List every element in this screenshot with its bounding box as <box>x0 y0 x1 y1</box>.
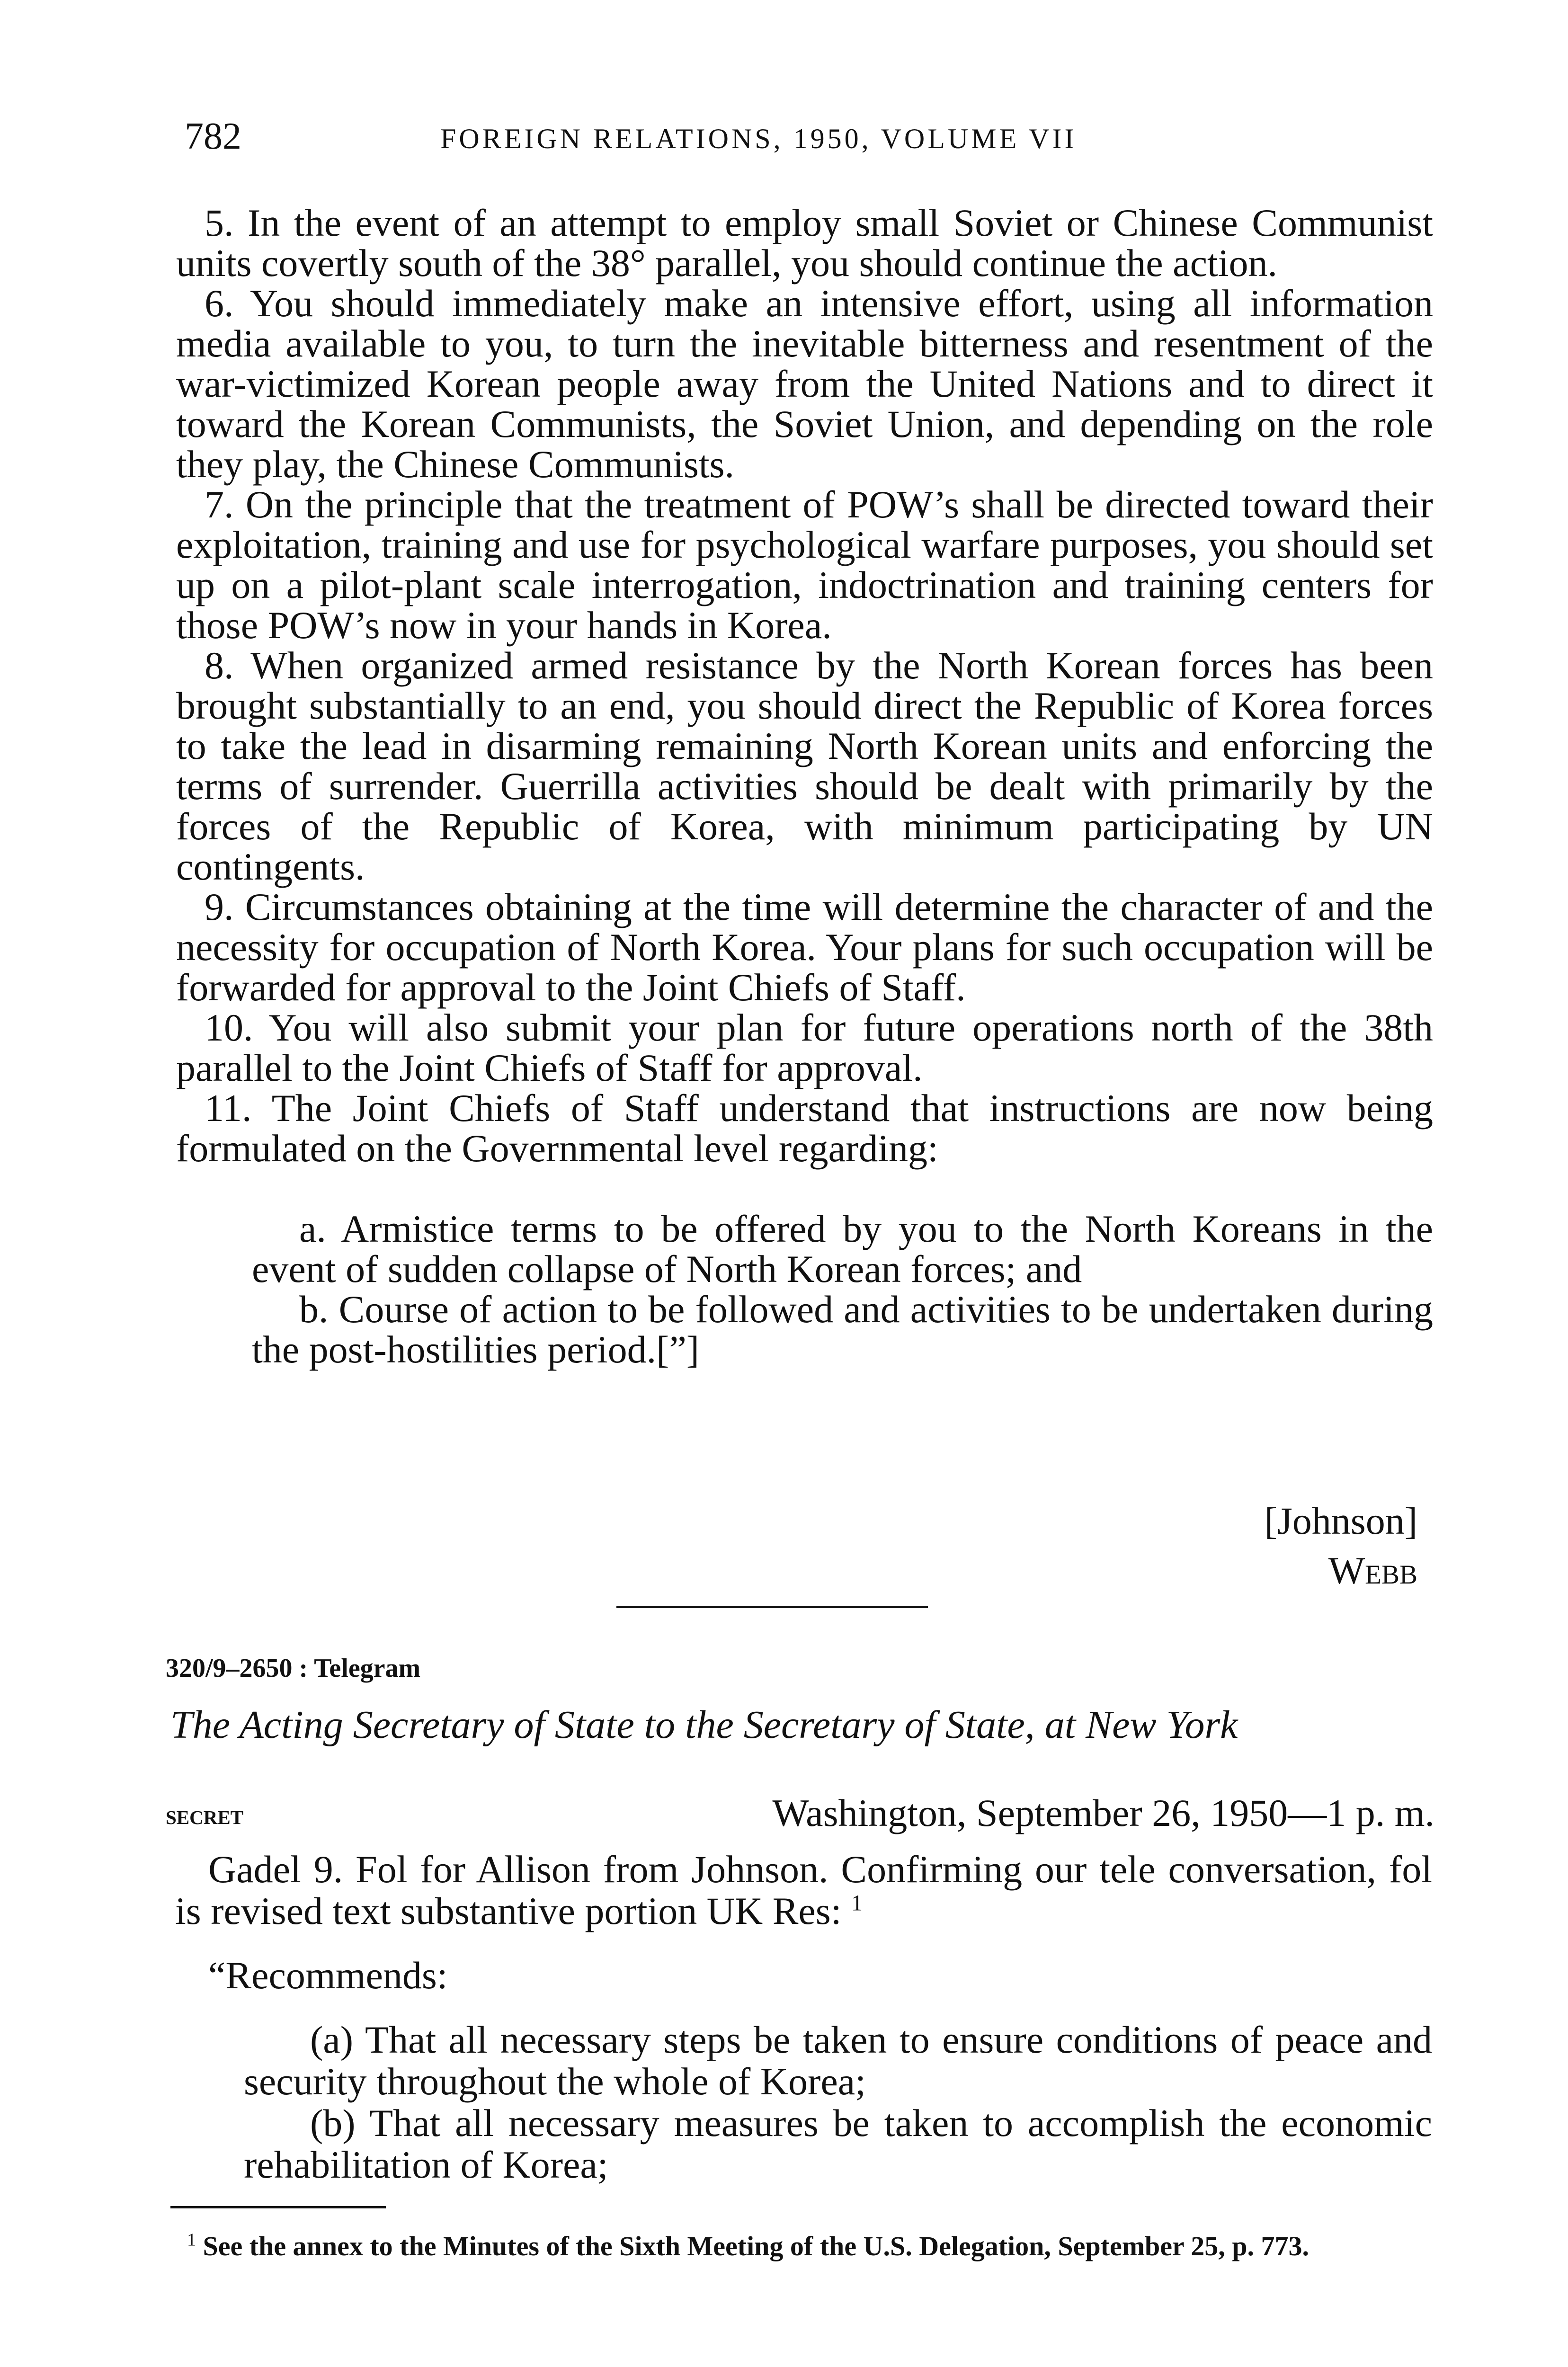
paragraph-9: 9. Circumstances obtaining at the time will determine the character of and the necessity for occupation of North Korea. Your plans for such occupation will be forwarded for approval to the Joint Chiefs of Staff. <box>176 885 1433 1009</box>
file-reference: 320/9–2650 : Telegram <box>166 1654 421 1683</box>
footnote-marker: 1 <box>851 1890 863 1916</box>
paragraph-10: 10. You will also submit your plan for future operations north of the 38th parallel to the Joint Chiefs of Staff for approval. <box>176 1006 1433 1089</box>
paragraph-5: 5. In the event of an attempt to employ small Soviet or Chinese Communist units covertly south of the 38° parallel, you should continue the action. <box>176 201 1433 285</box>
telegram-paragraph-1-text: Gadel 9. Fol for Allison from Johnson. Confirming our tele conversation, fol is revised text substantive portion UK Res: <box>175 1848 1432 1932</box>
footnote-paragraph <box>166 2230 1434 2263</box>
footnote-divider <box>170 2206 386 2208</box>
footnote-number: 1 <box>187 2230 196 2250</box>
signature-name: Webb <box>1328 1549 1417 1592</box>
classification-label: secret <box>166 1799 244 1830</box>
section-divider <box>616 1606 928 1608</box>
paragraph-11: 11. The Joint Chiefs of Staff understand that instructions are now being formulated on the Governmental level regarding: <box>176 1086 1433 1170</box>
telegram-paragraph-1 <box>175 1849 1432 1932</box>
body-text <box>176 203 1433 1370</box>
telegram-body <box>175 1849 1432 2186</box>
paragraph-8: 8. When organized armed resistance by the North Korean forces has been brought substantially to an end, you should direct the Republic of Korea forces to take the lead in disarming remaining North Korean units and enforcing the terms of surrender. Guerrilla activities should be dealt with primarily by the forces of the Republic of Korea, with minimum participating by UN contingents. <box>176 644 1433 888</box>
paragraph-6: 6. You should immediately make an intensive effort, using all information media available to you, to turn the inevitable bitterness and resentment of the war-victimized Korean people away from the United Nations and to direct it toward the Korean Communists, the Soviet Union, and depending on the role they play, the Chinese Communists. <box>176 282 1433 486</box>
page-header <box>185 113 1203 165</box>
subparagraph-a: a. Armistice terms to be offered by you to the North Koreans in the event of sudden collapse of North Korean forces; and <box>252 1207 1433 1290</box>
running-head: FOREIGN RELATIONS, 1950, VOLUME VII <box>440 123 1077 154</box>
recommends-heading: “Recommends: <box>208 1954 448 1997</box>
dateline <box>166 1789 1434 1837</box>
page-number: 782 <box>185 116 241 157</box>
signature-block <box>1265 1496 1417 1595</box>
document-title: The Acting Secretary of State to the Secretary of State, at New York <box>170 1703 1238 1747</box>
footnote-text: See the annex to the Minutes of the Sixth Meeting of the U.S. Delegation, September 25, p. 773. <box>203 2231 1309 2261</box>
place-and-date: Washington, September 26, 1950—1 p. m. <box>772 1791 1434 1834</box>
recommendation-b: (b) That all necessary measures be taken to accomplish the economic rehabilitation of Korea; <box>244 2101 1432 2186</box>
subparagraph-b: b. Course of action to be followed and activities to be undertaken during the post-hostilities period.[”] <box>252 1288 1433 1371</box>
recommendation-a: (a) That all necessary steps be taken to ensure conditions of peace and security throughout the whole of Korea; <box>244 2018 1432 2103</box>
paragraph-7: 7. On the principle that the treatment of POW’s shall be directed toward their exploitation, training and use for psychological warfare purposes, you should set up on a pilot-plant scale interrogation, indoctrination and training centers for those POW’s now in your hands in Korea. <box>176 483 1433 647</box>
signature-bracketed-name: [Johnson] <box>1264 1499 1417 1542</box>
footnote <box>166 2230 1434 2263</box>
